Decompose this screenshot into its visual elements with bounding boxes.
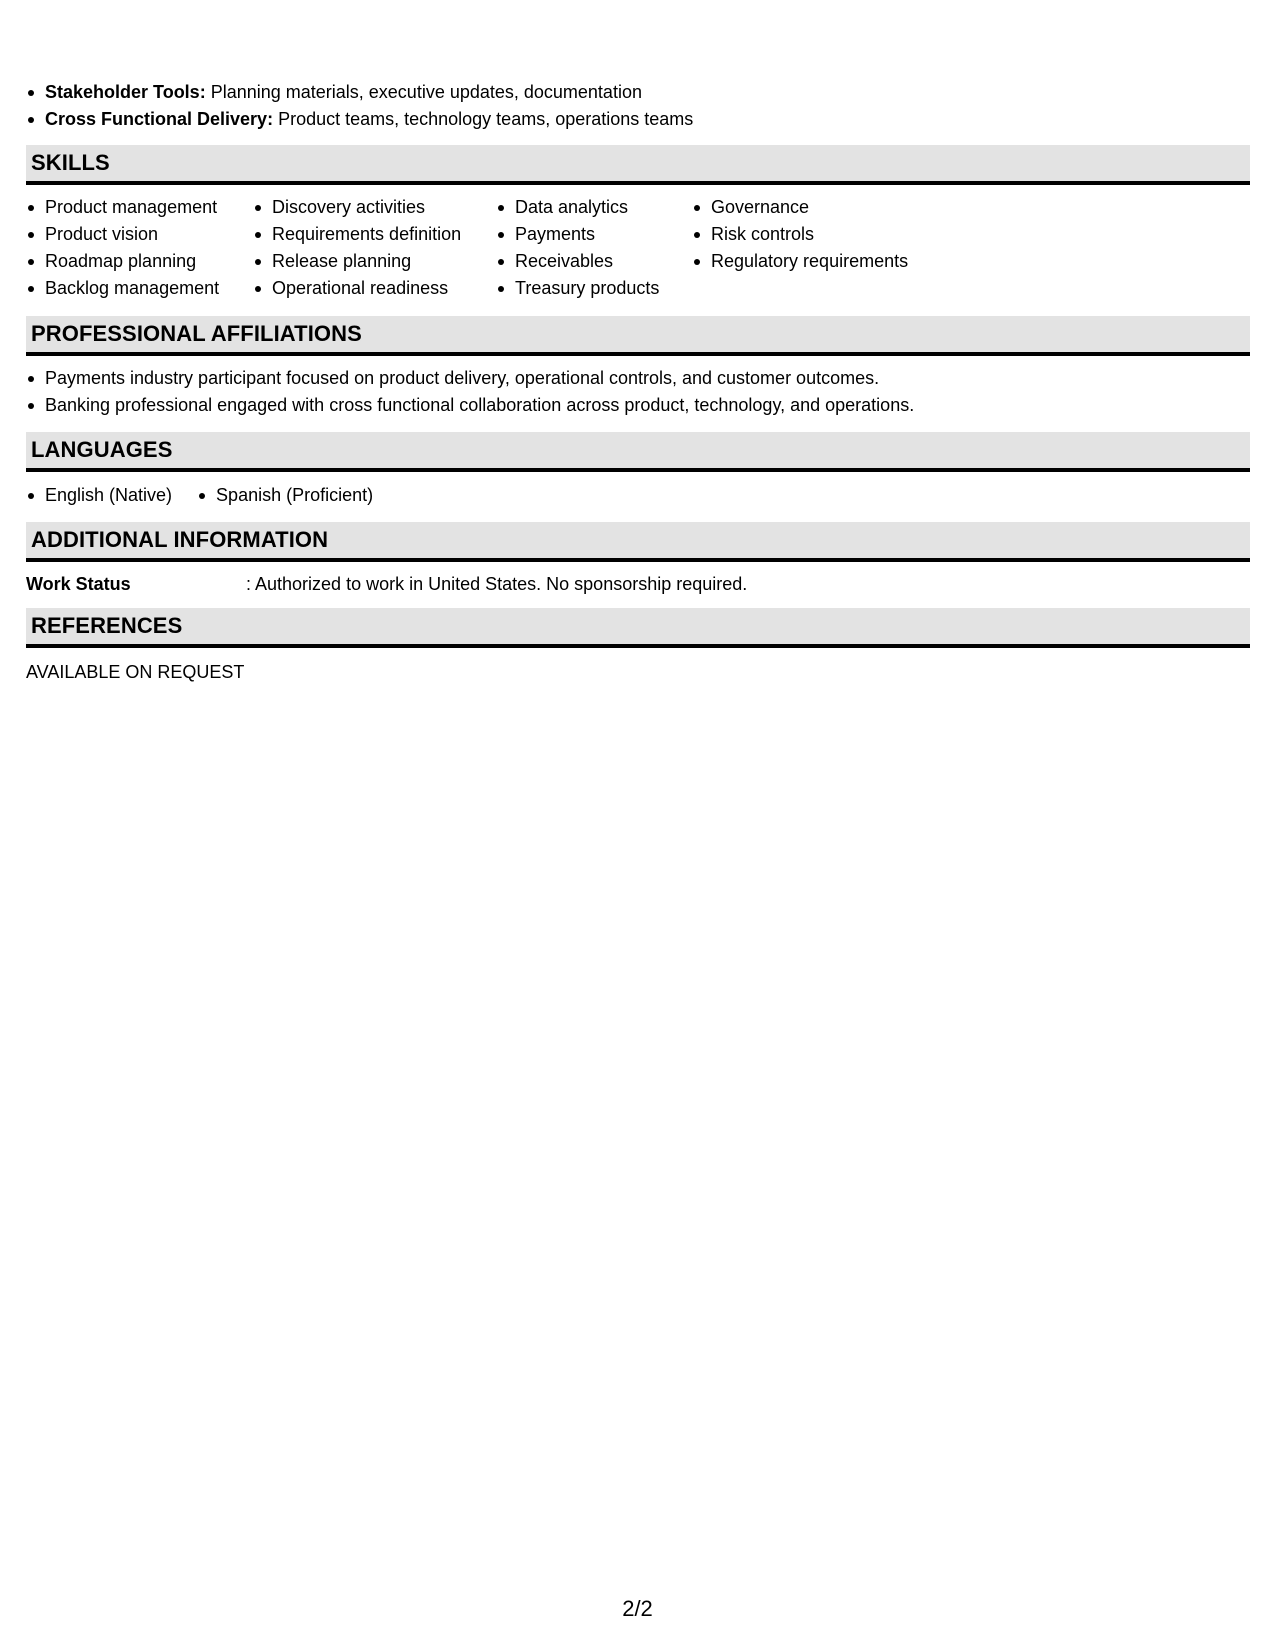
- skill-item: Operational readiness: [253, 275, 496, 302]
- skills-columns: [26, 194, 952, 302]
- list-item: [26, 106, 693, 133]
- skill-item: Release planning: [253, 248, 496, 275]
- skill-item: Treasury products: [496, 275, 692, 302]
- skill-item: Receivables: [496, 248, 692, 275]
- work-status-label: Work Status: [26, 574, 131, 594]
- language-item: English (Native): [26, 482, 172, 509]
- affiliations-list: [26, 365, 914, 419]
- work-status-value: : Authorized to work in United States. No sponsorship required.: [246, 574, 748, 594]
- skill-item: Product management: [26, 194, 253, 221]
- section-title: PROFESSIONAL AFFILIATIONS: [31, 321, 362, 346]
- languages-list: [26, 482, 398, 509]
- competency-label: Stakeholder Tools:: [45, 82, 206, 102]
- list-item: Banking professional engaged with cross functional collaboration across product, technology, and operations.: [26, 392, 914, 419]
- skill-item: Risk controls: [692, 221, 952, 248]
- skill-item: Payments: [496, 221, 692, 248]
- section-title: ADDITIONAL INFORMATION: [31, 527, 329, 552]
- skill-item: Backlog management: [26, 275, 253, 302]
- skills-column-3: [496, 194, 692, 302]
- references-section-header: [26, 608, 1250, 648]
- competency-label: Cross Functional Delivery:: [45, 109, 274, 129]
- section-title: SKILLS: [31, 150, 110, 175]
- language-item: Spanish (Proficient): [197, 482, 373, 509]
- skill-item: Data analytics: [496, 194, 692, 221]
- skill-item: Requirements definition: [253, 221, 496, 248]
- skills-column-1: [26, 194, 253, 302]
- skills-column-2: [253, 194, 496, 302]
- list-item: Payments industry participant focused on product delivery, operational controls, and customer outcomes.: [26, 365, 914, 392]
- skill-item: Roadmap planning: [26, 248, 253, 275]
- competency-value: Product teams, technology teams, operations teams: [273, 109, 694, 129]
- skill-item: Product vision: [26, 221, 253, 248]
- languages-section-header: [26, 432, 1250, 472]
- skill-item: Governance: [692, 194, 952, 221]
- section-title: LANGUAGES: [31, 437, 173, 462]
- affiliations-section-header: [26, 316, 1250, 356]
- section-title: REFERENCES: [31, 613, 183, 638]
- competencies-list: [26, 79, 693, 133]
- skills-section-header: [26, 145, 1250, 185]
- additional-info-section-header: [26, 522, 1250, 562]
- list-item: [26, 79, 693, 106]
- skill-item: Discovery activities: [253, 194, 496, 221]
- competency-value: Planning materials, executive updates, documentation: [205, 82, 642, 102]
- skills-column-4: [692, 194, 952, 302]
- page-number: 2/2: [622, 1596, 653, 1621]
- skill-item: Regulatory requirements: [692, 248, 952, 275]
- references-text: AVAILABLE ON REQUEST: [26, 662, 245, 682]
